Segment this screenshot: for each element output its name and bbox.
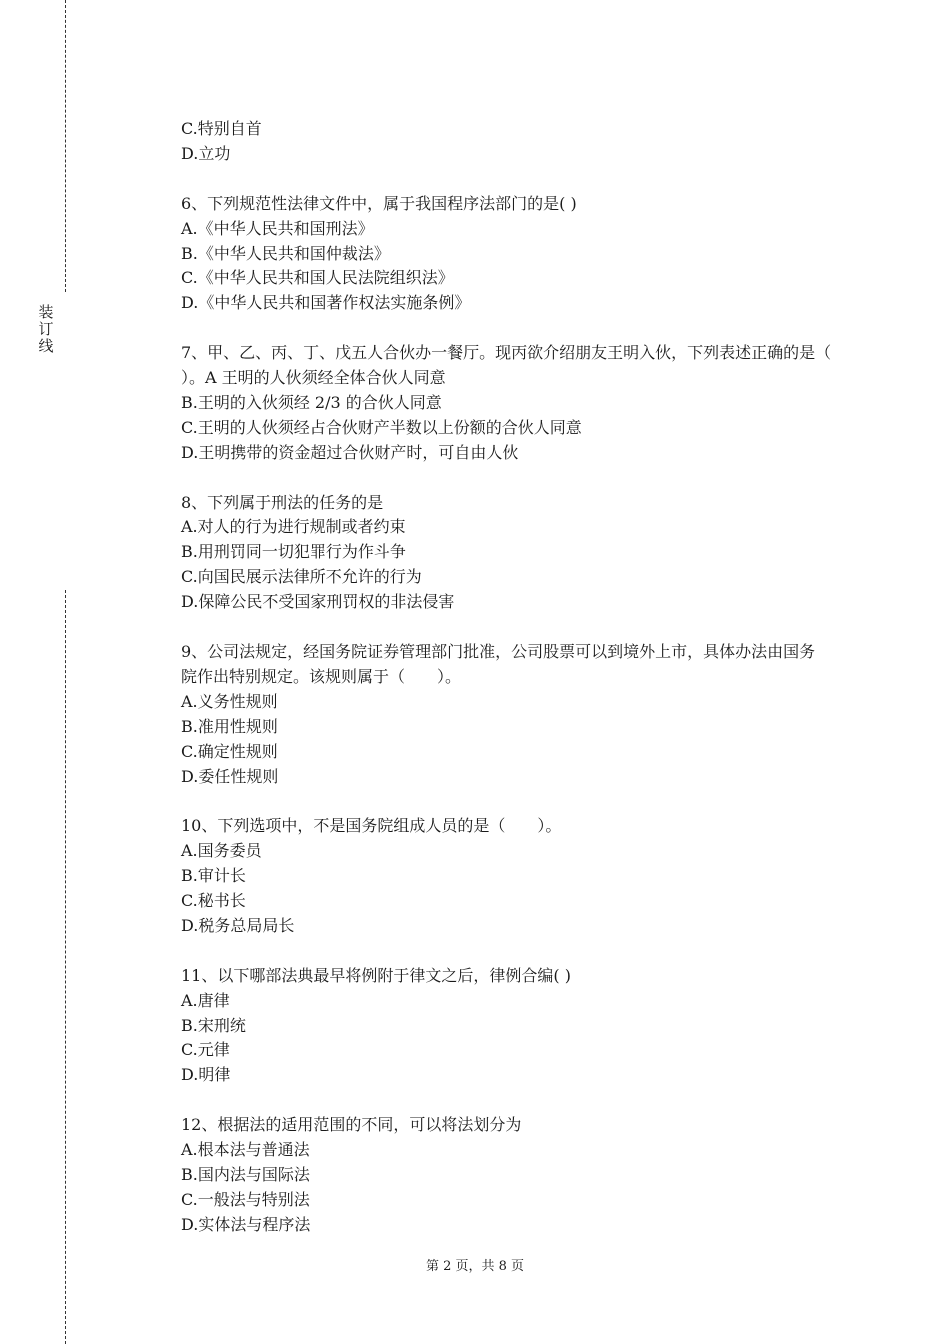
text-line: 12、根据法的适用范围的不同，可以将法划分为 — [181, 1115, 522, 1135]
page-content — [181, 117, 841, 1238]
text-line: 9、公司法规定，经国务院证券管理部门批准，公司股票可以到境外上市，具体办法由国务 — [181, 641, 816, 661]
blank-line — [181, 1088, 841, 1113]
text-line: D.立功 — [181, 143, 231, 163]
text-line: B.用刑罚同一切犯罪行为作斗争 — [181, 542, 406, 562]
text-line: C.元律 — [181, 1040, 230, 1060]
text-line: C.确定性规则 — [181, 741, 278, 761]
text-line: B.王明的入伙须经 2/3 的合伙人同意 — [181, 392, 442, 412]
text-line: A.对人的行为进行规制或者约束 — [181, 517, 406, 537]
text-line: 8、下列属于刑法的任务的是 — [181, 492, 384, 512]
text-line: C.秘书长 — [181, 891, 246, 911]
text-line: C.一般法与特别法 — [181, 1189, 310, 1209]
text-line: B.宋刑统 — [181, 1015, 246, 1035]
blank-line — [181, 316, 841, 341]
text-line: D.保障公民不受国家刑罚权的非法侵害 — [181, 592, 455, 612]
text-line: D.明律 — [181, 1065, 231, 1085]
blank-line — [181, 939, 841, 964]
text-line: ）。A 王明的人伙须经全体合伙人同意 — [181, 368, 446, 388]
text-line: 10、下列选项中，不是国务院组成人员的是（ ）。 — [181, 816, 562, 836]
page-footer: 第 2 页，共 8 页 — [425, 1259, 525, 1274]
text-line: D.实体法与程序法 — [181, 1214, 311, 1234]
text-line: C.王明的人伙须经占合伙财产半数以上份额的合伙人同意 — [181, 417, 582, 437]
blank-line — [181, 789, 841, 814]
text-line: C.特别自首 — [181, 119, 262, 138]
text-line: B.准用性规则 — [181, 716, 278, 736]
blank-line — [181, 615, 841, 640]
text-line: B.审计长 — [181, 866, 246, 886]
text-line: A.根本法与普通法 — [181, 1140, 310, 1160]
text-line: D.税务总局局长 — [181, 915, 295, 935]
binding-line-bottom — [65, 590, 66, 1344]
binding-line-top — [65, 0, 66, 292]
text-line: 7、甲、乙、丙、丁、戊五人合伙办一餐厅。现丙欲介绍朋友王明入伙，下列表述正确的是（ — [181, 343, 832, 363]
blank-line — [181, 466, 841, 491]
text-line: A.《中华人民共和国刑法》 — [181, 218, 374, 238]
text-line: 6、下列规范性法律文件中，属于我国程序法部门的是( ) — [181, 193, 577, 213]
text-line: 11、以下哪部法典最早将例附于律文之后，律例合编( ) — [181, 965, 571, 985]
text-line: A.国务委员 — [181, 841, 262, 861]
text-line: D.委任性规则 — [181, 766, 279, 786]
blank-line — [181, 167, 841, 192]
text-line: C.《中华人民共和国人民法院组织法》 — [181, 268, 454, 288]
text-line: B.国内法与国际法 — [181, 1164, 310, 1184]
binding-label: 装 订 线 — [38, 303, 54, 355]
text-line: C.向国民展示法律所不允许的行为 — [181, 567, 422, 587]
text-line: A.义务性规则 — [181, 691, 278, 711]
text-line: B.《中华人民共和国仲裁法》 — [181, 243, 390, 263]
text-line: D.王明携带的资金超过合伙财产时，可自由人伙 — [181, 442, 519, 462]
text-line: D.《中华人民共和国著作权法实施条例》 — [181, 293, 471, 313]
text-line: A.唐律 — [181, 990, 230, 1010]
text-line: 院作出特别规定。该规则属于（ ）。 — [181, 666, 462, 686]
